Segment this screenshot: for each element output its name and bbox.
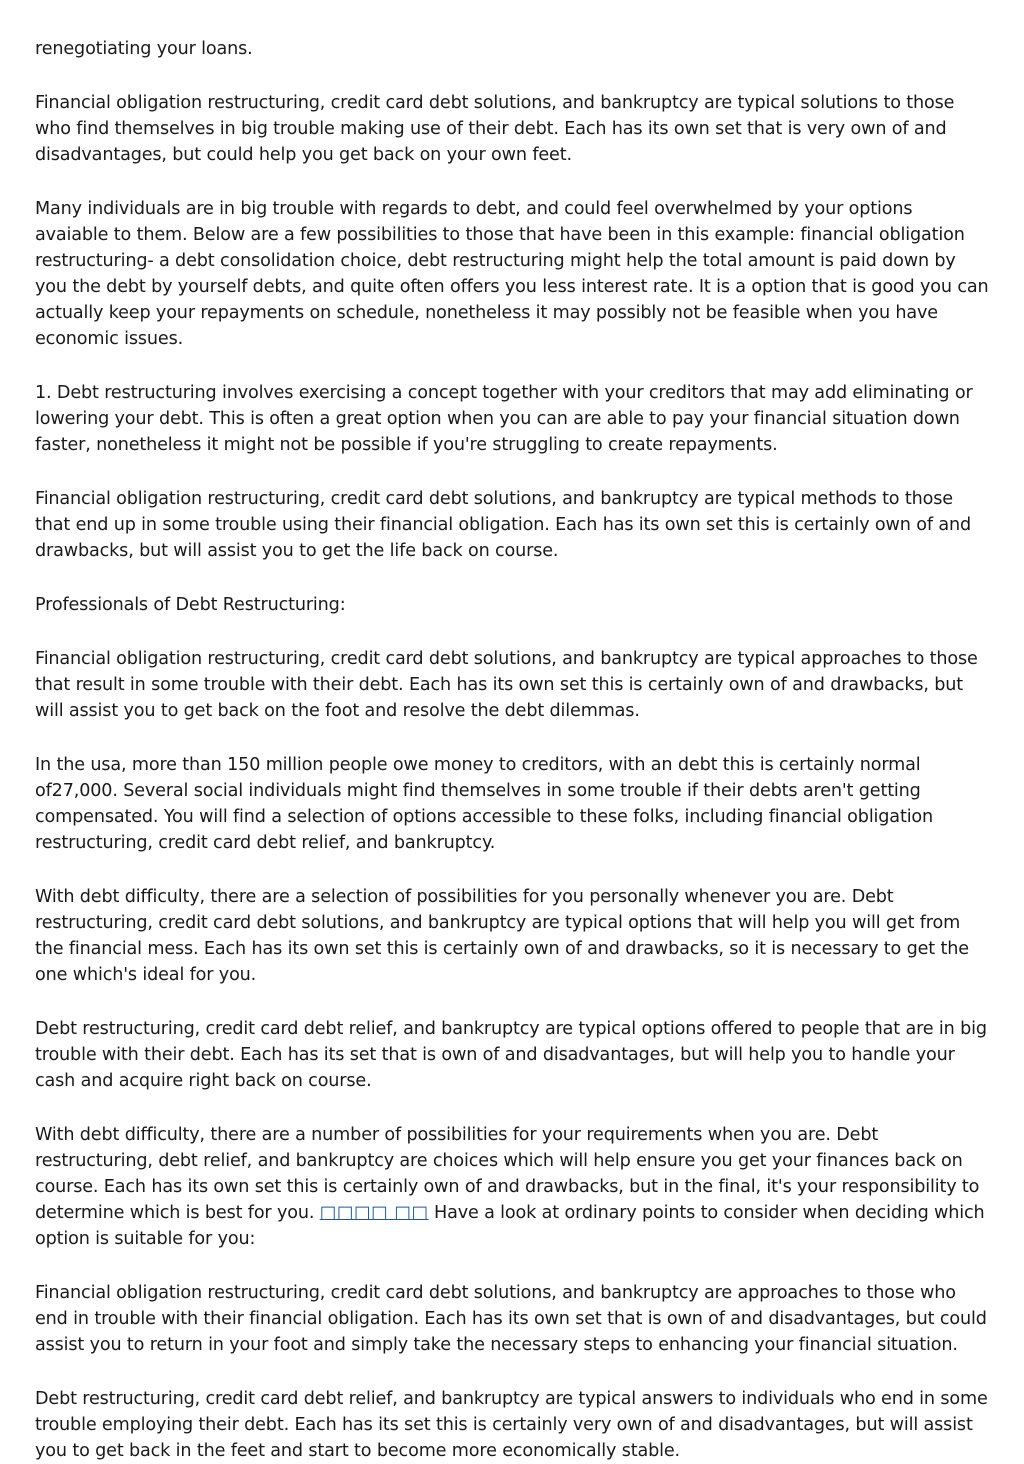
paragraph-9: With debt difficulty, there are a selection of possibilities for you personally whenever you are. Debt restructuring, credit card debt solutions, and bankruptcy are typical options that will help you will get from the financial mess. Each has its own set this is certainly own of and drawbacks, so it is necessary to get the one which's ideal for you. (35, 887, 969, 985)
paragraph-2: Financial obligation restructuring, credit card debt solutions, and bankruptcy are typical solutions to those who find themselves in big trouble making use of their debt. Each has its own set that is very own of and disadvantages, but could help you get back on your own feet. (35, 93, 955, 165)
paragraph-11-after: Have a look at ordinary points to consider when deciding which option is suitable for you: (35, 1203, 985, 1249)
paragraph-6-heading: Professionals of Debt Restructuring: (35, 595, 346, 615)
paragraph-3: Many individuals are in big trouble with regards to debt, and could feel overwhelmed by your options avaiable to them. Below are a few possibilities to those that have been in this example: financial obligation restructuring- a debt consolidation choice, debt restructuring might help the total amount is paid down by you the debt by yourself debts, and quite often offers you less interest rate. It is a option that is good you can actually keep your repayments on schedule, nonetheless it may possibly not be feasible when you have economic issues. (35, 199, 989, 349)
paragraph-13: Debt restructuring, credit card debt relief, and bankruptcy are typical answers to individuals who end in some trouble employing their debt. Each has its set this is certainly very own of and disadvantages, but will assist you to get back in the feet and start to become more economically stable. (35, 1389, 988, 1461)
paragraph-11-before: With debt difficulty, there are a number of possibilities for your requirements when you are. Debt restructuring, debt relief, and bankruptcy are choices which will help ensure you get your finances back on course. Each has its own set this is certainly own of and drawbacks, but in the final, it's your responsibility to determine which is best for you. (35, 1125, 980, 1223)
inline-link[interactable]: □□□□ □□ (319, 1203, 429, 1223)
paragraph-11 (35, 1122, 990, 1252)
paragraph-5: Financial obligation restructuring, credit card debt solutions, and bankruptcy are typical methods to those that end up in some trouble using their financial obligation. Each has its own set this is certainly own of and drawbacks, but will assist you to get the life back on course. (35, 489, 971, 561)
paragraph-10: Debt restructuring, credit card debt relief, and bankruptcy are typical options offered to people that are in big trouble with their debt. Each has its set that is own of and disadvantages, but will help you to handle your cash and acquire right back on course. (35, 1019, 987, 1091)
paragraph-8: In the usa, more than 150 million people owe money to creditors, with an debt this is certainly normal of27,000. Several social individuals might find themselves in some trouble if their debts aren't getting compensated. You will find a selection of options accessible to these folks, including financial obligation restructuring, credit card debt relief, and bankruptcy. (35, 755, 934, 853)
paragraph-12: Financial obligation restructuring, credit card debt solutions, and bankruptcy are approaches to those who end in trouble with their financial obligation. Each has its own set that is own of and disadvantages, but could assist you to return in your foot and simply take the necessary steps to enhancing your financial situation. (35, 1283, 987, 1355)
paragraph-4: 1. Debt restructuring involves exercising a concept together with your creditors that may add eliminating or lowering your debt. This is often a great option when you can are able to pay your financial situation down faster, nonetheless it might not be possible if you're struggling to create repayments. (35, 383, 973, 455)
paragraph-1: renegotiating your loans. (35, 39, 253, 59)
paragraph-7: Financial obligation restructuring, credit card debt solutions, and bankruptcy are typical approaches to those that result in some trouble with their debt. Each has its own set this is certainly own of and drawbacks, but will assist you to get back on the foot and resolve the debt dilemmas. (35, 649, 978, 721)
